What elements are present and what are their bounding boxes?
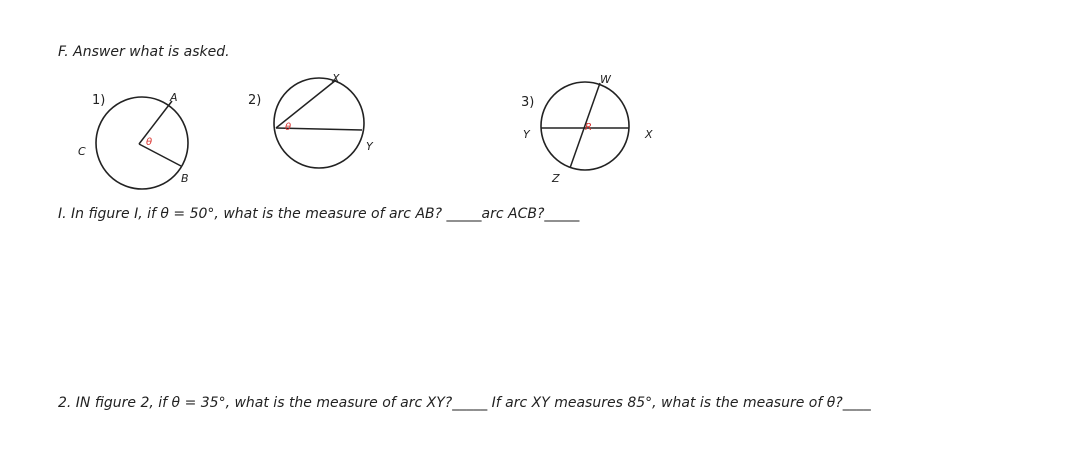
label-z: Z (552, 172, 560, 185)
angle-label: θ (146, 137, 153, 148)
center-label: R (585, 122, 592, 133)
label-x: X (645, 128, 653, 141)
figure-3-number: 3) (521, 95, 535, 110)
section-heading: F. Answer what is asked. (58, 44, 230, 60)
label-w: W (600, 73, 611, 86)
question-1: I. In figure I, if θ = 50°, what is the measure of arc AB? _____arc ACB?_____ (58, 206, 580, 222)
figure-2-number: 2) (248, 93, 262, 108)
label-b: B (181, 172, 189, 185)
label-a: A (170, 91, 178, 104)
label-y: Y (523, 128, 530, 141)
angle-label: θ (285, 122, 292, 133)
question-2: 2. IN figure 2, if θ = 35°, what is the measure of arc XY?_____ If arc XY measures 85°, what is the measure of θ?____ (58, 395, 871, 411)
label-c: C (78, 145, 86, 158)
label-x: X (332, 72, 340, 85)
label-y: Y (366, 140, 373, 153)
figure-1-number: 1) (92, 93, 106, 108)
